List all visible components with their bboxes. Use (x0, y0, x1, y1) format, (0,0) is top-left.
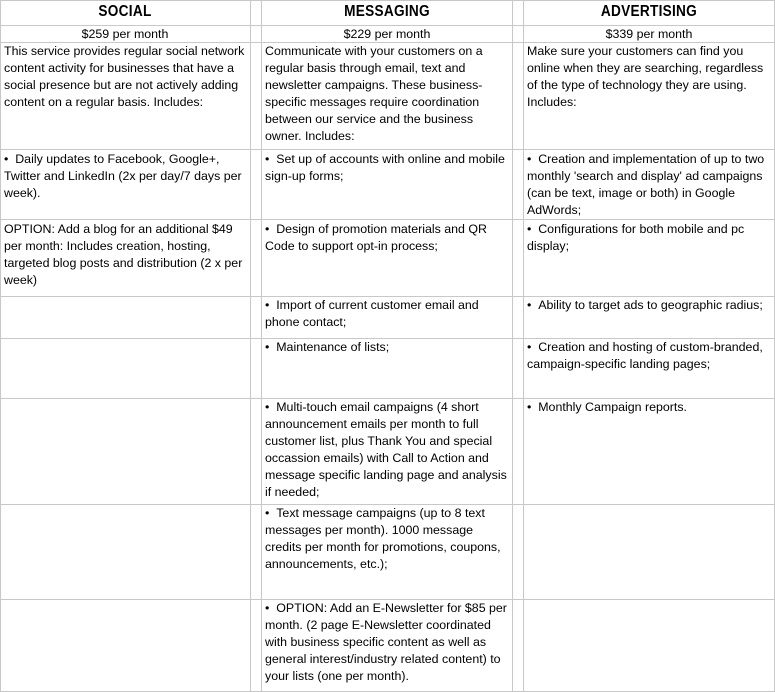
messaging-item (262, 505, 512, 573)
grid-line (0, 219, 775, 220)
column-heading-advertising: ADVERTISING (600, 3, 698, 20)
advertising-intro: Make sure your customers can find you online when they are searching, regardless of the type of technology they are using. Includes: (527, 44, 764, 109)
messaging-item-text: • Multi-touch email campaigns (4 short announcement emails per month to full customer list, plus Thank You and special occassion emails) with Call to Action and message specific landing page and analysis if needed; (265, 400, 507, 499)
messaging-item (262, 297, 512, 331)
advertising-item (524, 151, 774, 219)
column-heading-social: SOCIAL (98, 3, 152, 20)
messaging-item-text: • Import of current customer email and phone contact; (265, 298, 479, 329)
advertising-item-text: • Creation and hosting of custom-branded, campaign-specific landing pages; (527, 340, 763, 371)
advertising-item-text: • Monthly Campaign reports. (527, 400, 687, 414)
price-social: $259 per month (81, 27, 169, 41)
messaging-item-text: • OPTION: Add an E-Newsletter for $85 per month. (2 page E-Newsletter coordinated with business specific content as well as general interest/industry related content) to your lists (one per month). (265, 601, 507, 683)
messaging-item-text: • Maintenance of lists; (265, 340, 389, 354)
messaging-item (262, 339, 512, 356)
messaging-item (262, 221, 512, 255)
advertising-item-text: • Configurations for both mobile and pc display; (527, 222, 744, 253)
advertising-item (524, 297, 774, 314)
grid-line (0, 149, 775, 150)
messaging-intro: Communicate with your customers on a regular basis through email, text and newsletter campaigns. These business-specific messages require coordination between our service and the business owner. Includes: (265, 44, 483, 143)
social-item: • Daily updates to Facebook, Google+, Twitter and LinkedIn (2x per day/7 days per week). (1, 151, 250, 202)
social-intro: This service provides regular social network content activity for businesses that have a social presence but are not actively adding content on a regular basis. Includes: (4, 44, 245, 109)
price-advertising: $339 per month (605, 27, 693, 41)
advertising-item (524, 221, 774, 255)
column-heading-messaging: MESSAGING (344, 3, 430, 20)
grid-line (512, 0, 513, 692)
social-option: OPTION: Add a blog for an additional $49 per month: Includes creation, hosting, targeted blog posts and distribution (2 x per week) (4, 222, 243, 287)
messaging-item (262, 399, 512, 501)
advertising-item-text: • Ability to target ads to geographic radius; (527, 298, 763, 312)
advertising-item (524, 339, 774, 373)
messaging-item-text: • Set up of accounts with online and mobile sign-up forms; (265, 152, 505, 183)
advertising-item (524, 399, 774, 416)
messaging-item-text: • Text message campaigns (up to 8 text messages per month). 1000 message credits per month for promotions, coupons, announcements, etc.); (265, 506, 501, 571)
grid-line (250, 0, 251, 692)
grid-line (0, 0, 775, 1)
messaging-item (262, 600, 512, 685)
messaging-item (262, 151, 512, 185)
price-messaging: $229 per month (343, 27, 431, 41)
messaging-item-text: • Design of promotion materials and QR Code to support opt-in process; (265, 222, 487, 253)
advertising-item-text: • Creation and implementation of up to two monthly 'search and display' ad campaigns (can be text, image or both) in Google AdWords; (527, 152, 764, 217)
